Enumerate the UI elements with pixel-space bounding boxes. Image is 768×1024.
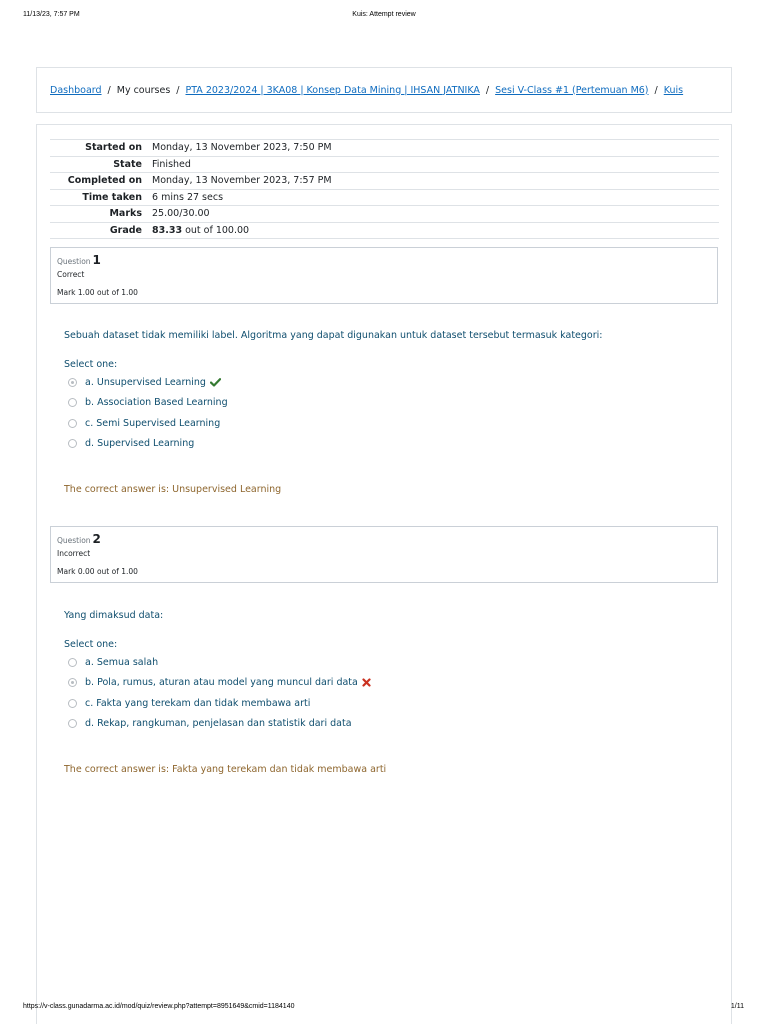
answer-label: a. Unsupervised Learning	[85, 376, 206, 388]
summary-label: Marks	[109, 208, 142, 220]
quiz-review-region	[36, 124, 732, 1024]
print-page-number: 1/11	[730, 1003, 744, 1010]
print-page-title: Kuis: Attempt review	[352, 11, 416, 18]
question-2-info	[50, 526, 718, 583]
summary-label: Time taken	[82, 191, 142, 203]
answer-option[interactable]	[68, 434, 228, 455]
breadcrumb-separator: /	[107, 84, 111, 96]
question-2-answers	[68, 652, 371, 734]
grade-out-of: out of 100.00	[185, 224, 250, 236]
summary-value: Monday, 13 November 2023, 7:57 PM	[152, 175, 332, 187]
radio-selected[interactable]	[68, 378, 77, 387]
summary-value: 25.00/30.00	[152, 208, 210, 220]
question-state: Incorrect	[57, 549, 91, 558]
breadcrumb-separator: /	[485, 84, 490, 96]
summary-value: 6 mins 27 secs	[152, 191, 224, 203]
summary-label: Started on	[85, 142, 142, 154]
radio-unselected[interactable]	[68, 398, 77, 407]
question-2-prompt: Select one:	[64, 639, 118, 650]
question-prefix: Question	[57, 257, 91, 266]
breadcrumb-my-courses: My courses	[116, 84, 171, 96]
question-2-text: Yang dimaksud data:	[64, 610, 164, 621]
radio-unselected[interactable]	[68, 658, 77, 667]
radio-unselected[interactable]	[68, 439, 77, 448]
summary-row	[50, 222, 719, 239]
question-state: Correct	[57, 270, 85, 279]
radio-selected[interactable]	[68, 678, 77, 687]
answer-label: c. Semi Supervised Learning	[85, 417, 221, 429]
summary-value: Monday, 13 November 2023, 7:50 PM	[152, 142, 332, 154]
answer-option[interactable]	[68, 413, 228, 434]
summary-row	[50, 189, 719, 206]
answer-option[interactable]	[68, 652, 371, 673]
answer-option[interactable]	[68, 673, 371, 694]
print-footer	[0, 1003, 768, 1015]
question-2-right-answer: The correct answer is: Fakta yang terekam dan tidak membawa arti	[64, 764, 387, 775]
question-1-text: Sebuah dataset tidak memiliki label. Algoritma yang dapat digunakan untuk dataset tersebut termasuk kategori:	[64, 330, 603, 341]
question-number	[57, 253, 711, 267]
breadcrumb-dashboard-link[interactable]: Dashboard	[50, 84, 102, 96]
summary-row	[50, 140, 719, 157]
summary-label: Grade	[109, 224, 142, 236]
answer-label: d. Supervised Learning	[85, 438, 195, 450]
question-number-value: 1	[92, 253, 101, 267]
cross-icon	[362, 678, 371, 687]
answer-label: b. Association Based Learning	[85, 397, 228, 409]
print-url: https://v-class.gunadarma.ac.id/mod/quiz/review.php?attempt=8951649&cmid=1184140	[23, 1003, 295, 1010]
attempt-summary-table	[50, 139, 719, 239]
answer-label: c. Fakta yang terekam dan tidak membawa arti	[85, 697, 311, 709]
breadcrumb-course-link[interactable]: PTA 2023/2024 | 3KA08 | Konsep Data Mining | IHSAN JATNIKA	[185, 84, 480, 96]
breadcrumb	[36, 67, 732, 113]
question-mark: Mark 1.00 out of 1.00	[57, 288, 138, 297]
question-number-value: 2	[92, 532, 101, 546]
question-1-right-answer: The correct answer is: Unsupervised Learning	[64, 484, 282, 495]
radio-unselected[interactable]	[68, 419, 77, 428]
question-1-prompt: Select one:	[64, 359, 118, 370]
breadcrumb-quiz-link[interactable]: Kuis	[663, 84, 684, 96]
summary-value	[152, 222, 719, 239]
question-mark: Mark 0.00 out of 1.00	[57, 567, 138, 576]
answer-label: d. Rekap, rangkuman, penjelasan dan statistik dari data	[85, 718, 352, 730]
breadcrumb-section-link[interactable]: Sesi V-Class #1 (Pertemuan M6)	[495, 84, 649, 96]
summary-row	[50, 156, 719, 173]
print-header	[0, 11, 768, 23]
radio-unselected[interactable]	[68, 699, 77, 708]
check-icon	[210, 378, 221, 387]
summary-row	[50, 173, 719, 190]
breadcrumb-separator: /	[654, 84, 658, 96]
summary-row	[50, 206, 719, 223]
question-1-info	[50, 247, 718, 304]
summary-label: State	[113, 158, 142, 170]
question-number	[57, 532, 711, 546]
radio-unselected[interactable]	[68, 719, 77, 728]
breadcrumb-separator: /	[176, 84, 180, 96]
answer-label: a. Semua salah	[85, 656, 159, 668]
print-datetime: 11/13/23, 7:57 PM	[23, 11, 80, 18]
summary-label: Completed on	[67, 175, 142, 187]
answer-option[interactable]	[68, 393, 228, 414]
answer-option[interactable]	[68, 693, 371, 714]
summary-value: Finished	[152, 158, 191, 170]
answer-option[interactable]	[68, 372, 228, 393]
grade-value: 83.33	[152, 224, 183, 236]
answer-label: b. Pola, rumus, aturan atau model yang muncul dari data	[85, 677, 358, 689]
answer-option[interactable]	[68, 714, 371, 735]
question-1-answers	[68, 372, 228, 454]
question-prefix: Question	[57, 536, 91, 545]
